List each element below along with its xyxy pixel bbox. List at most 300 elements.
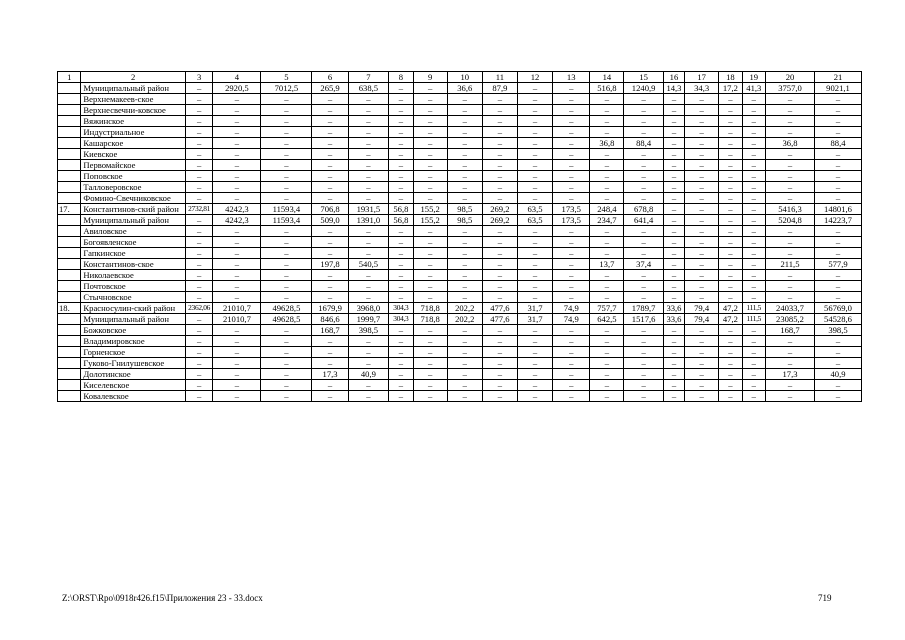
table-cell: – [815,281,862,292]
table-cell: – [447,160,482,171]
table-cell: – [685,380,719,391]
row-number [58,358,81,369]
table-cell: 168,7 [312,325,348,336]
table-cell: 2920,5 [213,83,261,94]
table-cell: – [815,116,862,127]
table-cell: – [261,171,312,182]
table-cell: – [185,193,213,204]
table-cell: – [213,94,261,105]
table-cell: – [663,281,684,292]
table-cell: – [482,259,517,270]
table-cell: – [389,369,413,380]
table-cell: 13,7 [590,259,624,270]
table-cell: – [348,358,388,369]
table-cell: 516,8 [590,83,624,94]
table-cell: 41,3 [742,83,765,94]
table-cell: – [517,182,552,193]
table-cell: – [517,281,552,292]
table-cell: – [389,105,413,116]
header-cell: 18 [719,72,742,83]
table-cell: – [185,347,213,358]
row-number [58,226,81,237]
table-cell: – [685,336,719,347]
header-cell: 1 [58,72,81,83]
table-cell: – [815,149,862,160]
table-cell: 202,2 [447,303,482,314]
row-number [58,215,81,226]
row-name: Почтовское [81,281,185,292]
table-row [58,83,862,94]
table-cell: – [766,347,815,358]
table-cell: 638,5 [348,83,388,94]
table-cell: – [719,380,742,391]
table-cell: – [517,171,552,182]
row-name: Верхнемакеев-ское [81,94,185,105]
table-cell: – [766,248,815,259]
table-cell: – [413,292,447,303]
table-cell: – [348,116,388,127]
table-cell: – [413,336,447,347]
table-cell: – [185,105,213,116]
table-cell: – [261,380,312,391]
table-cell: – [553,105,590,116]
table-cell: – [389,259,413,270]
table-cell: 3968,0 [348,303,388,314]
table-cell: 79,4 [685,314,719,325]
table-cell: – [185,182,213,193]
table-cell: 757,7 [590,303,624,314]
table-cell: 79,4 [685,303,719,314]
table-cell: – [447,105,482,116]
table-cell: – [663,94,684,105]
table-body [58,72,862,402]
table-cell: – [663,292,684,303]
row-number [58,116,81,127]
table-cell: – [742,105,765,116]
table-cell: 706,8 [312,204,348,215]
table-cell: – [447,226,482,237]
table-cell: – [185,259,213,270]
table-cell: – [766,358,815,369]
table-cell: – [742,259,765,270]
row-name: Константинов-ское [81,259,185,270]
table-cell: 540,5 [348,259,388,270]
table-cell: – [624,292,663,303]
table-cell: – [624,325,663,336]
table-cell: – [719,94,742,105]
table-cell: 4242,3 [213,215,261,226]
table-cell: – [447,259,482,270]
table-cell: – [261,358,312,369]
table-cell: – [348,182,388,193]
table-cell: – [815,94,862,105]
table-cell: – [517,292,552,303]
table-cell: – [482,160,517,171]
table-cell: – [815,248,862,259]
table-cell: – [663,358,684,369]
row-name: Константинов-ский район [81,204,185,215]
table-cell: – [685,226,719,237]
table-cell: – [482,226,517,237]
table-cell: – [766,127,815,138]
table-cell: – [213,292,261,303]
table-cell: – [312,358,348,369]
table-cell: – [624,237,663,248]
table-cell: – [719,358,742,369]
table-row [58,248,862,259]
page-number: 719 [818,593,832,603]
table-cell: – [685,248,719,259]
table-row [58,171,862,182]
table-cell: – [261,325,312,336]
table-cell: – [312,226,348,237]
row-name: Богоявленское [81,237,185,248]
table-cell: – [517,237,552,248]
table-cell: – [213,149,261,160]
table-cell: – [766,149,815,160]
table-cell: 98,5 [447,204,482,215]
row-number [58,237,81,248]
table-cell: 33,6 [663,314,684,325]
table-cell: – [685,215,719,226]
table-cell: – [185,336,213,347]
table-cell: – [553,127,590,138]
table-cell: – [590,94,624,105]
table-cell: 36,8 [766,138,815,149]
table-cell: – [213,105,261,116]
table-cell: 23085,2 [766,314,815,325]
table-cell: – [742,237,765,248]
table-cell: – [719,369,742,380]
table-cell: – [685,270,719,281]
table-cell: 4242,3 [213,204,261,215]
row-number [58,149,81,160]
table-cell: – [482,94,517,105]
table-cell: – [185,83,213,94]
table-cell: – [261,116,312,127]
table-cell: 87,9 [482,83,517,94]
table-cell: – [389,149,413,160]
table-cell: – [413,193,447,204]
table-row [58,127,862,138]
table-cell: – [482,105,517,116]
table-cell: – [447,347,482,358]
table-row [58,336,862,347]
table-cell: – [742,149,765,160]
table-cell: – [348,171,388,182]
table-cell: 197,8 [312,259,348,270]
table-cell: – [719,105,742,116]
table-cell: – [663,380,684,391]
row-name: Киевское [81,149,185,160]
table-cell: – [348,94,388,105]
table-cell: 398,5 [815,325,862,336]
table-cell: – [185,116,213,127]
table-cell: – [685,94,719,105]
table-cell: 14,3 [663,83,684,94]
table-row [58,314,862,325]
table-cell: – [413,226,447,237]
row-name: Стычновское [81,292,185,303]
table-cell: – [663,116,684,127]
table-cell: – [624,248,663,259]
table-cell: – [685,281,719,292]
table-cell: – [663,237,684,248]
table-cell: – [482,237,517,248]
header-cell: 4 [213,72,261,83]
table-cell: – [348,281,388,292]
table-cell: – [517,259,552,270]
table-cell: – [413,369,447,380]
header-cell: 9 [413,72,447,83]
table-cell: – [482,347,517,358]
table-cell: – [685,325,719,336]
table-cell: – [517,325,552,336]
table-cell: – [553,182,590,193]
table-cell: – [312,105,348,116]
table-cell: – [553,347,590,358]
table-cell: – [389,160,413,171]
row-number [58,325,81,336]
table-cell: – [663,270,684,281]
header-cell: 5 [261,72,312,83]
table-cell: – [663,127,684,138]
table-cell: – [766,116,815,127]
table-cell: – [482,281,517,292]
table-cell: – [742,116,765,127]
table-cell: – [624,391,663,402]
table-cell: – [685,127,719,138]
table-cell: – [663,336,684,347]
table-cell: 3757,0 [766,83,815,94]
table-cell: – [553,237,590,248]
table-cell: – [685,193,719,204]
table-cell: 398,5 [348,325,388,336]
row-number [58,347,81,358]
table-cell: 155,2 [413,204,447,215]
row-number [58,94,81,105]
table-cell: – [312,160,348,171]
table-row [58,325,862,336]
table-cell: – [348,105,388,116]
table-cell: – [348,391,388,402]
table-cell: – [719,281,742,292]
table-cell: – [389,138,413,149]
table-cell: – [185,248,213,259]
table-cell: – [742,336,765,347]
table-cell: – [719,149,742,160]
table-cell: – [413,127,447,138]
table-cell: – [766,226,815,237]
table-cell: – [590,380,624,391]
table-cell: – [447,325,482,336]
header-cell: 16 [663,72,684,83]
table-cell: – [590,171,624,182]
table-cell: – [663,215,684,226]
table-cell: – [685,237,719,248]
table-cell: – [389,292,413,303]
table-cell: – [517,336,552,347]
table-cell: 846,6 [312,314,348,325]
table-cell: 173,5 [553,204,590,215]
table-cell: 47,2 [719,314,742,325]
table-cell: – [590,226,624,237]
row-number [58,138,81,149]
table-cell: 509,0 [312,215,348,226]
table-cell: 31,7 [517,314,552,325]
row-name: Муниципальный район [81,83,185,94]
table-cell: – [261,391,312,402]
table-cell: 2732,81 [185,204,213,215]
table-cell: – [348,138,388,149]
table-cell: – [312,380,348,391]
table-cell: – [590,116,624,127]
table-cell: – [685,292,719,303]
table-row [58,270,862,281]
table-cell: – [413,347,447,358]
row-name: Верхнесвечни-ковское [81,105,185,116]
table-cell: – [413,94,447,105]
table-cell: – [312,281,348,292]
table-cell: – [389,226,413,237]
table-cell: – [624,336,663,347]
table-cell: – [766,193,815,204]
table-cell: – [742,325,765,336]
table-cell: 304,3 [389,303,413,314]
header-cell: 12 [517,72,552,83]
table-cell: – [742,358,765,369]
table-cell: – [517,248,552,259]
row-number [58,391,81,402]
header-cell: 17 [685,72,719,83]
row-number [58,160,81,171]
table-cell: – [447,281,482,292]
table-cell: – [413,380,447,391]
table-cell: 74,9 [553,314,590,325]
table-cell: – [685,116,719,127]
table-cell: – [517,105,552,116]
table-cell: 155,2 [413,215,447,226]
table-cell: – [517,391,552,402]
table-cell: 641,4 [624,215,663,226]
table-cell: – [553,171,590,182]
table-cell: – [213,281,261,292]
table-cell: – [482,292,517,303]
table-cell: – [553,138,590,149]
table-cell: – [185,391,213,402]
table-cell: – [261,105,312,116]
table-cell: – [685,358,719,369]
table-cell: – [213,138,261,149]
table-cell: – [413,248,447,259]
table-row [58,259,862,270]
table-cell: – [261,248,312,259]
table-row [58,149,862,160]
table-cell: 14223,7 [815,215,862,226]
table-cell: – [624,193,663,204]
table-cell: – [312,116,348,127]
table-cell: – [185,215,213,226]
table-cell: – [413,391,447,402]
table-cell: – [553,380,590,391]
table-cell: – [719,336,742,347]
table-cell: – [624,358,663,369]
table-cell: 63,5 [517,215,552,226]
table-cell: – [663,391,684,402]
row-number [58,292,81,303]
table-cell: – [815,171,862,182]
table-cell: – [213,160,261,171]
table-cell: – [213,237,261,248]
table-cell: – [348,149,388,160]
table-cell: – [742,281,765,292]
table-cell: – [312,248,348,259]
table-cell: – [389,391,413,402]
table-cell: 269,2 [482,215,517,226]
table-cell: – [213,358,261,369]
table-cell: – [685,182,719,193]
table-cell: – [590,160,624,171]
table-row [58,303,862,314]
table-cell: 111,5 [742,314,765,325]
table-cell: – [815,237,862,248]
table-cell: – [742,380,765,391]
table-cell: 49628,5 [261,303,312,314]
table-cell: – [517,149,552,160]
table-cell: 47,2 [719,303,742,314]
table-cell: – [685,171,719,182]
table-cell: – [766,270,815,281]
table-cell: – [663,193,684,204]
table-cell: – [663,226,684,237]
table-cell: – [185,94,213,105]
table-cell: – [185,171,213,182]
table-cell: – [815,105,862,116]
table-cell: 1517,6 [624,314,663,325]
table-cell: 718,8 [413,314,447,325]
table-cell: – [389,380,413,391]
table-cell: – [185,358,213,369]
table-cell: – [389,83,413,94]
table-cell: – [261,149,312,160]
table-cell: – [447,391,482,402]
table-cell: – [553,358,590,369]
table-cell: 1391,0 [348,215,388,226]
table-cell: – [742,127,765,138]
table-cell: – [312,347,348,358]
table-cell: – [185,149,213,160]
row-number: 17. [58,204,81,215]
table-row [58,160,862,171]
header-cell: 15 [624,72,663,83]
table-cell: – [624,127,663,138]
table-cell: – [517,369,552,380]
row-name: Муниципальный район [81,314,185,325]
table-cell: – [624,160,663,171]
table-cell: – [624,116,663,127]
table-cell: – [389,248,413,259]
table-cell: – [553,270,590,281]
table-cell: 56,8 [389,215,413,226]
table-cell: – [719,248,742,259]
table-cell: – [742,204,765,215]
table-cell: – [261,160,312,171]
table-cell: – [413,160,447,171]
table-cell: – [553,94,590,105]
table-cell: 11593,4 [261,215,312,226]
table-cell: – [482,325,517,336]
table-cell: – [590,182,624,193]
